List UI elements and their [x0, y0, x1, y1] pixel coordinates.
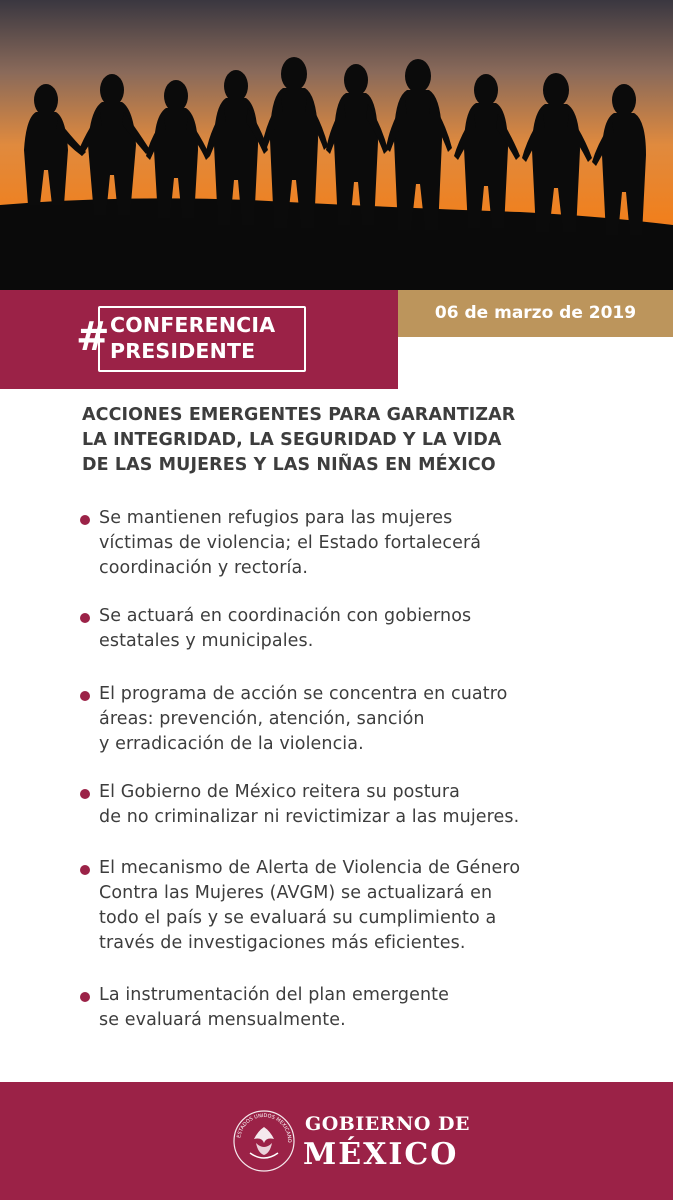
text-line: La instrumentación del plan emergente — [99, 985, 449, 1005]
date-text: 06 de marzo de 2019 — [434, 303, 637, 323]
tag-line-presidente: PRESIDENTE — [110, 339, 256, 363]
text-line: coordinación y rectoría. — [99, 558, 308, 578]
text-line: través de investigaciones más eficientes. — [99, 933, 466, 953]
hashtag-symbol: # — [76, 314, 110, 360]
text-line: El mecanismo de Alerta de Violencia de Género — [99, 858, 521, 878]
bullet-dot — [80, 515, 90, 525]
seal-caption: ESTADOS UNIDOS MEXICANO — [236, 1112, 293, 1143]
text-line: El programa de acción se concentra en cuatro — [99, 684, 508, 704]
list-item-text — [99, 506, 659, 581]
text-line: y erradicación de la violencia. — [99, 734, 364, 754]
list-item-text — [99, 983, 659, 1033]
text-line: El Gobierno de México reitera su postura — [99, 782, 460, 802]
text-line: Se mantienen refugios para las mujeres — [99, 508, 453, 528]
list-item-text — [99, 780, 659, 830]
text-line: víctimas de violencia; el Estado fortalecerá — [99, 533, 482, 553]
text-line: Contra las Mujeres (AVGM) se actualizará en — [99, 883, 493, 903]
list-item-text — [99, 856, 659, 956]
text-line: áreas: prevención, atención, sanción — [99, 709, 425, 729]
text-line: estatales y municipales. — [99, 631, 314, 651]
title-line: DE LAS MUJERES Y LAS NIÑAS EN MÉXICO — [82, 455, 496, 475]
title-line: ACCIONES EMERGENTES PARA GARANTIZAR — [82, 405, 516, 425]
sunset-silhouette-illustration — [0, 0, 673, 290]
bullet-dot — [80, 691, 90, 701]
conference-tag-box — [0, 290, 398, 389]
text-line: se evaluará mensualmente. — [99, 1010, 346, 1030]
text-line: todo el país y se evaluará su cumplimiento a — [99, 908, 497, 928]
government-label-top: GOBIERNO DE — [305, 1113, 470, 1135]
national-seal-icon — [232, 1109, 296, 1173]
bullet-dot — [80, 992, 90, 1002]
bullet-dot — [80, 789, 90, 799]
bullet-dot — [80, 613, 90, 623]
date-bar — [398, 290, 673, 337]
footer — [0, 1082, 673, 1200]
text-line: de no criminalizar ni revictimizar a las mujeres. — [99, 807, 520, 827]
tag-line-conferencia: CONFERENCIA — [110, 313, 276, 337]
government-label-bottom: MÉXICO — [303, 1137, 459, 1172]
title-line: LA INTEGRIDAD, LA SEGURIDAD Y LA VIDA — [82, 430, 502, 450]
list-item-text — [99, 682, 659, 757]
list-item-text — [99, 604, 659, 654]
page-title — [82, 403, 642, 478]
bullet-dot — [80, 865, 90, 875]
hero-photo — [0, 0, 673, 290]
text-line: Se actuará en coordinación con gobiernos — [99, 606, 472, 626]
